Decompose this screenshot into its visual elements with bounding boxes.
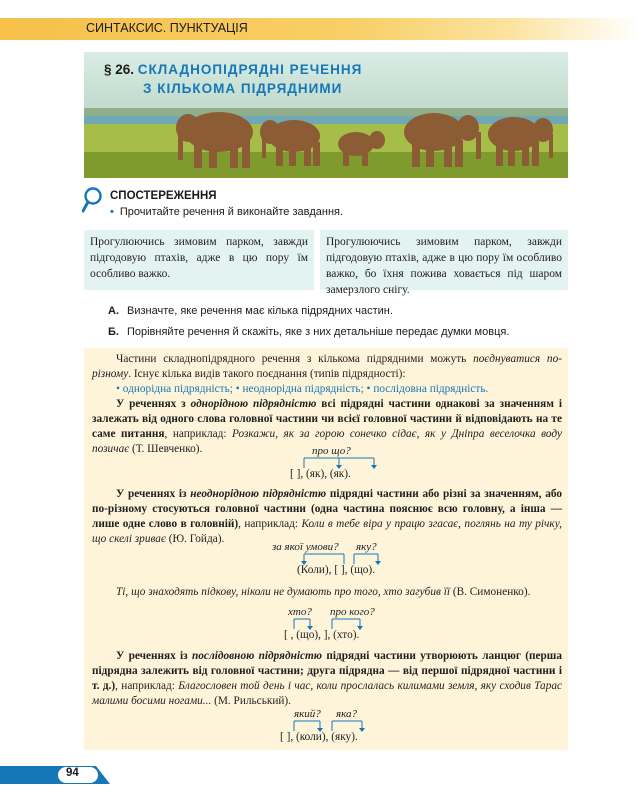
homog-term: однорідною підрядністю — [190, 398, 317, 410]
scheme4: [ ], (коли), (яку). — [280, 731, 358, 743]
page-number-badge — [0, 766, 110, 784]
question-a — [108, 305, 393, 317]
section-number: § 26. — [104, 62, 135, 77]
intro-text-2: . Існує кілька видів такого поєднання (типів підрядності): — [128, 368, 406, 380]
seq-term: послідовною підрядністю — [192, 650, 323, 662]
scheme2-question-2: яку? — [356, 541, 377, 553]
homog-example: Розкажи, як за горою сонечко сідає, як у Дніпра веселочка воду позичає — [92, 428, 562, 455]
title-line-1: СКЛАДНОПІДРЯДНІ РЕЧЕННЯ — [137, 62, 363, 77]
observation-task — [110, 206, 343, 218]
homog-source: (Т. Шевченко). — [129, 443, 203, 455]
section-label: СИНТАКСИС. ПУНКТУАЦІЯ — [86, 21, 248, 35]
homog-b: всі підрядні частини однакові за значенням і залежать від одного слова головної частини чи всієї головної частини й відповідають на те саме питання — [92, 398, 562, 440]
sentence-box-2: Прогулюючись зимовим парком, завжди підгодовую птахів, адже в цю пору їм особливо важко, бо їхня пожива ховається під шаром замерзлого снігу. — [320, 230, 568, 290]
question-b-text: Порівняйте речення й скажіть, яке з них детальніше передає думки мовця. — [126, 326, 510, 338]
theory-intro — [92, 352, 562, 397]
example-3-source: (В. Симоненко). — [450, 586, 531, 598]
observation-title: СПОСТЕРЕЖЕННЯ — [110, 190, 217, 202]
page-number: 94 — [66, 767, 79, 779]
types-list: • однорідна підрядність; • неоднорідна підрядність; • послідовна підрядність. — [116, 383, 489, 395]
theory-box — [84, 348, 568, 750]
scheme2-question-1: за якої умови? — [272, 541, 339, 553]
scheme4-question-2: яка? — [336, 708, 357, 720]
page-title — [104, 60, 362, 98]
title-line-2: З КІЛЬКОМА ПІДРЯДНИМИ — [143, 81, 343, 96]
header-band — [0, 18, 638, 40]
scheme4-question-1: який? — [294, 708, 321, 720]
intro-highlight: поєднуватися по-різному — [92, 353, 562, 380]
scheme3: [ , (що), ], (хто). — [284, 629, 360, 641]
hetero-source: (Ю. Гойда). — [165, 533, 225, 545]
magnifier-icon — [82, 186, 106, 214]
intro-text: Частини складнопідрядного речення з кількома підрядними можуть — [116, 353, 474, 365]
question-b — [108, 326, 509, 338]
scheme3-question-1: хто? — [288, 606, 312, 618]
sentence-box-1: Прогулюючись зимовим парком, завжди підгодовую птахів, адже в цю пору їм особливо важко. — [84, 230, 314, 290]
homog-c: , наприклад: — [164, 428, 232, 440]
seq-source: (М. Рильський). — [211, 695, 292, 707]
hetero-example: Коли в тебе віра у працю згасає, поглянь на ту річку, що скелі зриває — [92, 518, 562, 545]
seq-c: , наприклад: — [115, 680, 179, 692]
seq-b: підрядні частини утворюють ланцюг (перша підрядна залежить від головної частини; друга підрядна — від першої підрядної частини і т. д.) — [92, 650, 562, 692]
example-3 — [92, 585, 562, 600]
scheme1-question: про що? — [312, 445, 351, 457]
homog-a: У реченнях з — [116, 398, 191, 410]
scheme1: [ ], (як), (як). — [290, 468, 351, 480]
hetero-paragraph — [92, 487, 562, 547]
hetero-a: У реченнях із — [116, 488, 191, 500]
question-a-text: Визначте, яке речення має кілька підрядних частин. — [127, 305, 393, 317]
seq-example: Благословен той день і час, коли прослалась килимами земля, яку сходив Тарас малими босими ногами... — [92, 680, 563, 707]
bullet: • — [110, 206, 114, 218]
hetero-c: , наприклад: — [238, 518, 302, 530]
question-b-label: Б. — [108, 326, 119, 338]
hetero-b: підрядні частини або різні за значенням, або по-різному стосуються головної частини (одна частина пояснює всю головну, а інша — лише одне слово в головній) — [92, 488, 562, 530]
example-3-text: Ті, що знаходять підкову, ніколи не думають про того, хто загубив її — [116, 586, 450, 598]
scheme2: (Коли), [ ], (що). — [297, 564, 376, 576]
seq-a: У реченнях із — [116, 650, 192, 662]
question-a-label: А. — [108, 305, 119, 317]
task-text: Прочитайте речення й виконайте завдання. — [119, 206, 344, 218]
scheme3-question-2: про кого? — [330, 606, 375, 618]
seq-paragraph — [92, 649, 562, 709]
hetero-term: неоднорідною підрядністю — [190, 488, 327, 500]
